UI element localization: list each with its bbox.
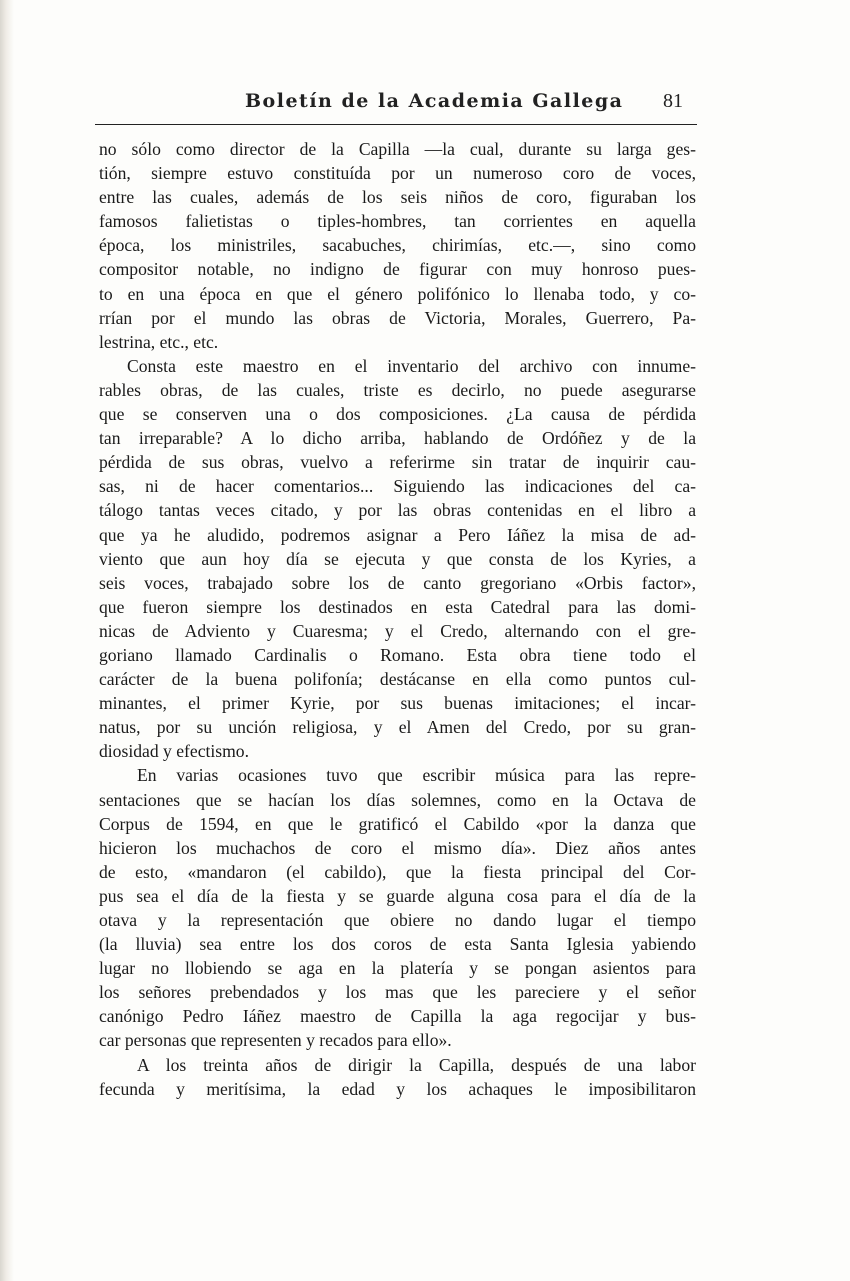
text-line: A los treinta años de dirigir la Capilla, después de una labor	[137, 1054, 696, 1075]
text-line: natus, por su unción religiosa, y el Amen del Credo, por su gran-	[99, 717, 696, 738]
text-line: diosidad y efectismo.	[99, 741, 250, 762]
text-line: Corpus de 1594, en que le gratificó el Cabildo «por la danza que	[99, 813, 696, 834]
text-line: tión, siempre estuvo constituída por un numeroso coro de voces,	[99, 163, 696, 184]
text-line: sas, ni de hacer comentarios... Siguiendo las indicaciones del ca-	[99, 476, 696, 497]
text-line: viento que aun hoy día se ejecuta y que consta de los Kyries, a	[99, 548, 696, 569]
text-line: sentaciones que se hacían los días solemnes, como en la Octava de	[99, 789, 696, 810]
page-header	[95, 88, 697, 125]
text-line: to en una época en que el género polifónico lo llenaba todo, y co-	[99, 283, 696, 304]
page-binding-edge	[0, 0, 14, 1281]
text-line: época, los ministriles, sacabuches, chirimías, etc.—, sino como	[99, 235, 696, 256]
text-line: entre las cuales, además de los seis niños de coro, figuraban los	[99, 187, 696, 208]
page-number: 81	[663, 90, 683, 112]
text-line: Consta este maestro en el inventario del archivo con innume-	[127, 355, 696, 376]
text-line: canónigo Pedro Iáñez maestro de Capilla la aga regocijar y bus-	[99, 1006, 696, 1027]
text-line: pus sea el día de la fiesta y se guarde alguna cosa para el día de la	[99, 885, 696, 906]
text-line: que fueron siempre los destinados en esta Catedral para las domi-	[99, 596, 696, 617]
text-line: hicieron los muchachos de coro el mismo día». Diez años antes	[99, 837, 696, 858]
text-line: de esto, «mandaron (el cabildo), que la fiesta principal del Cor-	[99, 861, 696, 882]
text-line: que ya he aludido, podremos asignar a Pero Iáñez la misa de ad-	[99, 524, 696, 545]
text-line: minantes, el primer Kyrie, por sus buenas imitaciones; el incar-	[99, 693, 696, 714]
text-line: tan irreparable? A lo dicho arriba, hablando de Ordóñez y de la	[99, 428, 696, 449]
text-line: pérdida de sus obras, vuelvo a referirme sin tratar de inquirir cau-	[99, 452, 696, 473]
text-line: tálogo tantas veces citado, y por las obras contenidas en el libro a	[99, 500, 696, 521]
text-line: seis voces, trabajado sobre los de canto gregoriano «Orbis factor»,	[99, 572, 696, 593]
text-line: rrían por el mundo las obras de Victoria, Morales, Guerrero, Pa-	[99, 307, 696, 328]
text-line: lugar no llobiendo se aga en la platería y se pongan asientos para	[99, 958, 696, 979]
text-line: rables obras, de las cuales, triste es decirlo, no puede asegurarse	[99, 379, 696, 400]
running-title: Boletín de la Academia Gallega	[245, 90, 624, 112]
text-line: carácter de la buena polifonía; destácanse en ella como puntos cul-	[99, 669, 696, 690]
text-line: compositor notable, no indigno de figurar con muy honroso pues-	[99, 259, 696, 280]
text-line: no sólo como director de la Capilla —la cual, durante su larga ges-	[99, 139, 696, 159]
text-line: car personas que representen y recados para ello».	[99, 1030, 452, 1051]
text-line: otava y la representación que obiere no dando lugar el tiempo	[99, 910, 696, 930]
body-text	[99, 137, 696, 1101]
text-line: los señores prebendados y los mas que les pareciere y el señor	[99, 982, 696, 1003]
text-line: lestrina, etc., etc.	[99, 331, 219, 352]
text-line: nicas de Adviento y Cuaresma; y el Credo, alternando con el gre-	[99, 620, 696, 641]
text-line: famosos falietistas o tiples-hombres, tan corrientes en aquella	[99, 211, 696, 232]
text-line: que se conserven una o dos composiciones. ¿La causa de pérdida	[99, 404, 696, 425]
text-line: (la lluvia) sea entre los dos coros de esta Santa Iglesia yabiendo	[99, 934, 696, 955]
text-line: goriano llamado Cardinalis o Romano. Esta obra tiene todo el	[99, 644, 696, 665]
text-line: En varias ocasiones tuvo que escribir música para las repre-	[137, 765, 696, 786]
text-line: fecunda y meritísima, la edad y los achaques le imposibilitaron	[99, 1078, 696, 1099]
